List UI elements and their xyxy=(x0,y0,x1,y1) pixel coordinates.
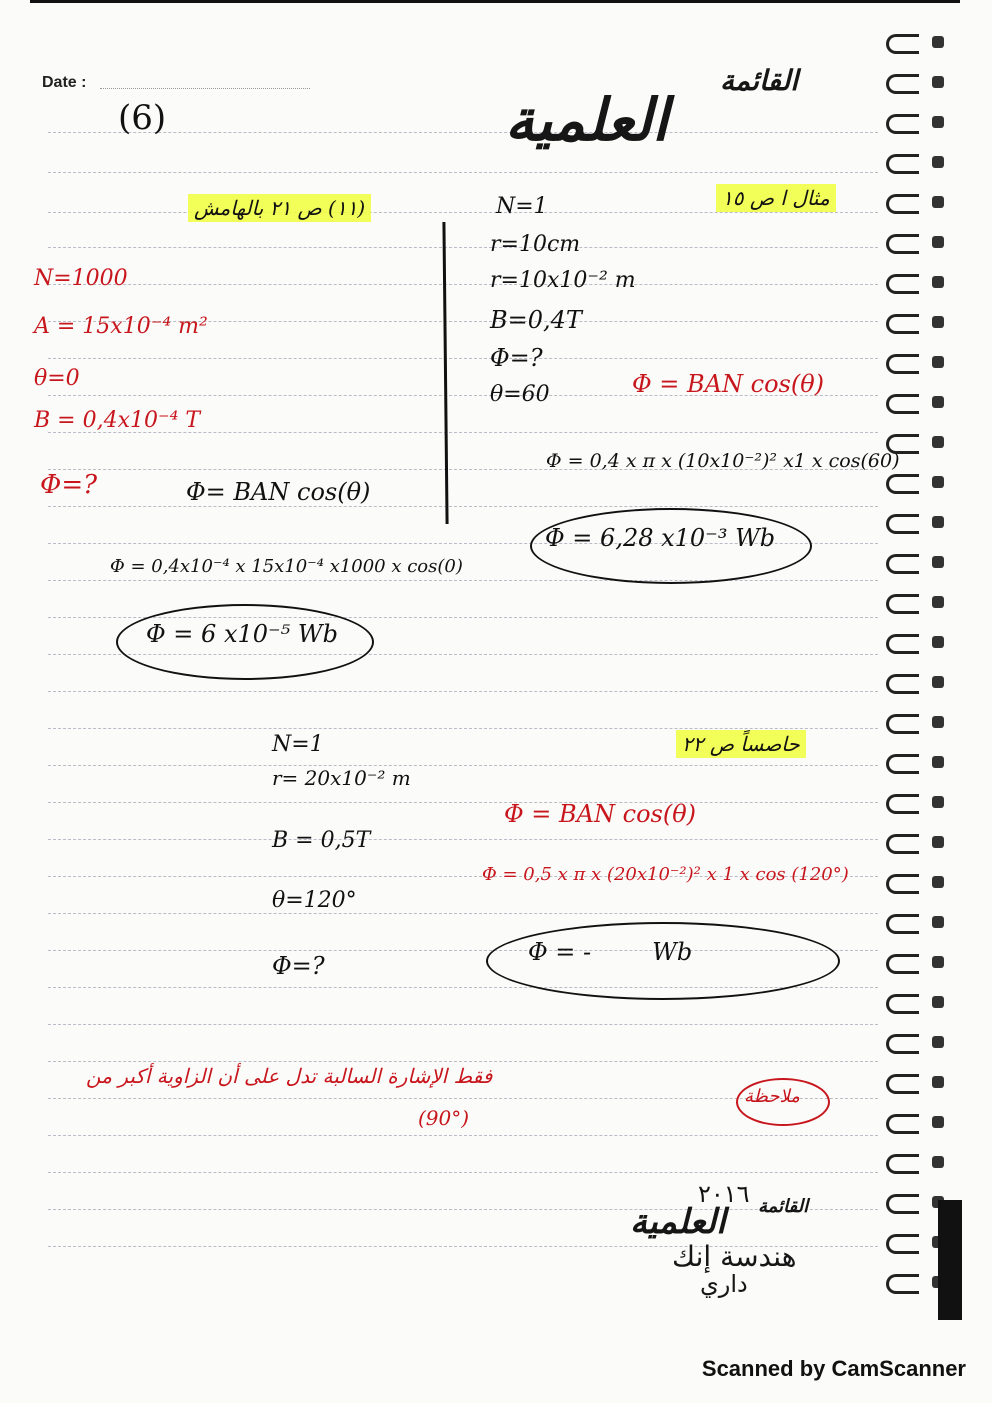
binding-hole xyxy=(932,996,944,1008)
example2-unknown-phi: Φ=? xyxy=(40,470,98,500)
note-line-1: فقط الإشارة السالبة تدل على أن الزاوية أكبر من xyxy=(86,1064,493,1088)
ruled-line xyxy=(48,247,878,248)
binding-hole xyxy=(932,196,944,208)
binding-hole xyxy=(932,476,944,488)
binding-hole xyxy=(932,1156,944,1168)
spiral-coil xyxy=(886,314,919,334)
spiral-coil xyxy=(886,114,919,134)
binding-hole xyxy=(932,76,944,88)
binding-hole xyxy=(932,676,944,688)
spiral-binding xyxy=(886,20,964,1320)
binding-hole xyxy=(932,276,944,288)
brand-logo-small: القائمة xyxy=(720,64,798,97)
example3-given-b: B = 0,5T xyxy=(272,828,371,853)
spiral-coil xyxy=(886,914,919,934)
binding-hole xyxy=(932,156,944,168)
example2-formula: Φ= BAN cos(θ) xyxy=(186,478,371,506)
spiral-coil xyxy=(886,74,919,94)
binding-hole xyxy=(932,1076,944,1088)
binding-hole xyxy=(932,636,944,648)
spiral-coil xyxy=(886,274,919,294)
spiral-coil xyxy=(886,234,919,254)
spiral-coil xyxy=(886,514,919,534)
example2-given-n: N=1000 xyxy=(34,266,128,291)
binding-hole xyxy=(932,316,944,328)
example3-given-r: r= 20x10⁻² m xyxy=(272,766,411,790)
footer-year: ٢٠١٦ xyxy=(698,1180,750,1208)
example1-given-b: B=0,4T xyxy=(490,306,582,334)
example2-given-a: A = 15x10⁻⁴ m² xyxy=(34,314,208,339)
spiral-coil xyxy=(886,634,919,654)
example2-given-b: B = 0,4x10⁻⁴ T xyxy=(34,408,201,433)
binding-hole xyxy=(932,1116,944,1128)
binding-hole xyxy=(932,596,944,608)
example3-formula: Φ = BAN cos(θ) xyxy=(504,800,697,828)
spiral-coil xyxy=(886,754,919,774)
date-dots xyxy=(100,88,310,89)
example3-title: حاصساً ص ٢٢ xyxy=(676,732,806,756)
spiral-coil xyxy=(886,1034,919,1054)
spiral-coil xyxy=(886,954,919,974)
ruled-line xyxy=(48,802,878,803)
binding-edge-shadow xyxy=(938,1200,962,1320)
spiral-coil xyxy=(886,594,919,614)
ruled-line xyxy=(48,1024,878,1025)
spiral-coil xyxy=(886,1114,919,1134)
binding-hole xyxy=(932,356,944,368)
spiral-coil xyxy=(886,874,919,894)
binding-hole xyxy=(932,396,944,408)
example3-substitution: Φ = 0,5 x π x (20x10⁻²)² x 1 x cos (120°) xyxy=(482,864,849,885)
footer-brand-small: القائمة xyxy=(758,1196,809,1217)
example1-given-r-si: r=10x10⁻² m xyxy=(490,268,636,293)
footer-brand-large: العلمية xyxy=(630,1202,726,1242)
spiral-coil xyxy=(886,1154,919,1174)
ruled-line xyxy=(48,580,878,581)
ruled-line xyxy=(48,132,878,133)
ruled-line xyxy=(48,212,878,213)
example2-given-theta: θ=0 xyxy=(34,366,80,391)
binding-hole xyxy=(932,756,944,768)
spiral-coil xyxy=(886,714,919,734)
example1-formula: Φ = BAN cos(θ) xyxy=(632,370,825,398)
binding-hole xyxy=(932,916,944,928)
ruled-line xyxy=(48,765,878,766)
spiral-coil xyxy=(886,794,919,814)
ruled-line xyxy=(48,1135,878,1136)
binding-hole xyxy=(932,436,944,448)
spiral-coil xyxy=(886,1074,919,1094)
ruled-line xyxy=(48,728,878,729)
binding-hole xyxy=(932,556,944,568)
scanner-watermark: Scanned by CamScanner xyxy=(701,1356,966,1381)
ruled-line xyxy=(48,358,878,359)
spiral-coil xyxy=(886,1194,919,1214)
footer-dept: هندسة إنك xyxy=(672,1240,797,1273)
ruled-line xyxy=(48,1209,878,1210)
spiral-coil xyxy=(886,474,919,494)
example3-given-theta: θ=120° xyxy=(272,888,357,913)
note-line-2: (90°) xyxy=(418,1106,470,1130)
ruled-line xyxy=(48,1061,878,1062)
example1-given-theta: θ=60 xyxy=(490,382,550,407)
binding-hole xyxy=(932,1036,944,1048)
spiral-coil xyxy=(886,1274,919,1294)
note-label: ملاحظة xyxy=(744,1086,800,1107)
spiral-coil xyxy=(886,34,919,54)
example1-substitution: Φ = 0,4 x π x (10x10⁻²)² x1 x cos(60) xyxy=(546,450,900,472)
binding-hole xyxy=(932,236,944,248)
binding-hole xyxy=(932,796,944,808)
page-top-edge xyxy=(30,0,960,3)
ruled-line xyxy=(48,691,878,692)
footer-sub: داري xyxy=(700,1270,748,1298)
example3-unknown-phi: Φ=? xyxy=(272,952,325,980)
spiral-coil xyxy=(886,394,919,414)
example2-title: (١١) ص ٢١ بالهامش xyxy=(188,196,371,220)
spiral-coil xyxy=(886,674,919,694)
ruled-line xyxy=(48,506,878,507)
spiral-coil xyxy=(886,834,919,854)
binding-hole xyxy=(932,876,944,888)
example3-answer: Φ = - Wb xyxy=(528,938,693,966)
example1-given-n: N=1 xyxy=(496,194,548,219)
brand-logo-large: العلمية xyxy=(505,86,669,154)
page-number: (6) xyxy=(118,98,167,138)
binding-hole xyxy=(932,716,944,728)
example1-given-r: r=10cm xyxy=(490,232,581,257)
spiral-coil xyxy=(886,1234,919,1254)
ruled-line xyxy=(48,839,878,840)
example1-title: مثال ا ص ١٥ xyxy=(716,186,836,210)
example2-answer: Φ = 6 x10⁻⁵ Wb xyxy=(146,620,338,648)
spiral-coil xyxy=(886,434,919,454)
example1-answer: Φ = 6,28 x10⁻³ Wb xyxy=(545,524,776,552)
binding-hole xyxy=(932,36,944,48)
example2-substitution: Φ = 0,4x10⁻⁴ x 15x10⁻⁴ x1000 x cos(0) xyxy=(110,556,463,577)
spiral-coil xyxy=(886,354,919,374)
ruled-line xyxy=(48,1172,878,1173)
binding-hole xyxy=(932,516,944,528)
date-label: Date : xyxy=(42,74,87,91)
binding-hole xyxy=(932,956,944,968)
column-divider xyxy=(442,222,448,524)
binding-hole xyxy=(932,836,944,848)
example3-given-n: N=1 xyxy=(272,732,324,757)
ruled-line xyxy=(48,284,878,285)
spiral-coil xyxy=(886,554,919,574)
ruled-line xyxy=(48,913,878,914)
binding-hole xyxy=(932,116,944,128)
example1-unknown-phi: Φ=? xyxy=(490,344,543,372)
spiral-coil xyxy=(886,154,919,174)
spiral-coil xyxy=(886,194,919,214)
spiral-coil xyxy=(886,994,919,1014)
ruled-line xyxy=(48,172,878,173)
